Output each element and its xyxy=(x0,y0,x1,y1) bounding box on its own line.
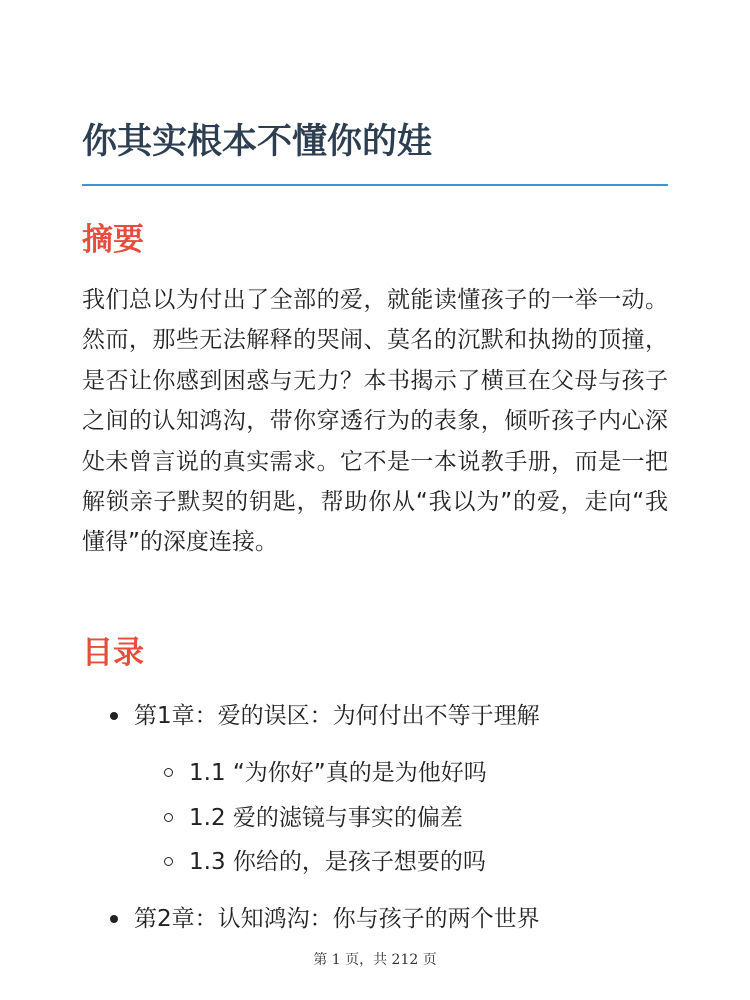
bullet-disc-icon xyxy=(110,712,118,720)
title-divider xyxy=(82,184,668,186)
abstract-heading: 摘要 xyxy=(82,222,144,258)
abstract-paragraph: 我们总以为付出了全部的爱，就能读懂孩子的一举一动。然而，那些无法解释的哭闹、莫名的沉默和执拗的顶撞，是否让你感到困惑与无力？本书揭示了横亘在父母与孩子之间的认知鸿沟，带你穿透行为的表象，倾听孩子内心深处未曾言说的真实需求。它不是一本说教手册，而是一把解锁亲子默契的钥匙，帮助你从“我以为”的爱，走向“我懂得”的深度连接。 xyxy=(82,287,668,556)
toc-item-label: 1.2 爱的滤镜与事实的偏差 xyxy=(189,805,463,831)
toc-item-label: 第2章：认知鸿沟：你与孩子的两个世界 xyxy=(134,906,540,932)
toc-item-label: 第1章：爱的误区：为何付出不等于理解 xyxy=(134,703,540,729)
toc-item-label: 1.1 “为你好”真的是为他好吗 xyxy=(189,760,487,786)
bullet-circle-icon xyxy=(164,768,173,777)
book-title: 你其实根本不懂你的娃 xyxy=(82,122,433,162)
toc-heading: 目录 xyxy=(82,635,144,671)
bullet-circle-icon xyxy=(164,857,173,866)
bullet-circle-icon xyxy=(164,813,173,822)
toc-item-label: 1.3 你给的，是孩子想要的吗 xyxy=(189,849,486,875)
page-number: 第 1 页，共 212 页 xyxy=(313,952,437,968)
bullet-disc-icon xyxy=(110,915,118,923)
document-page xyxy=(82,0,668,1000)
